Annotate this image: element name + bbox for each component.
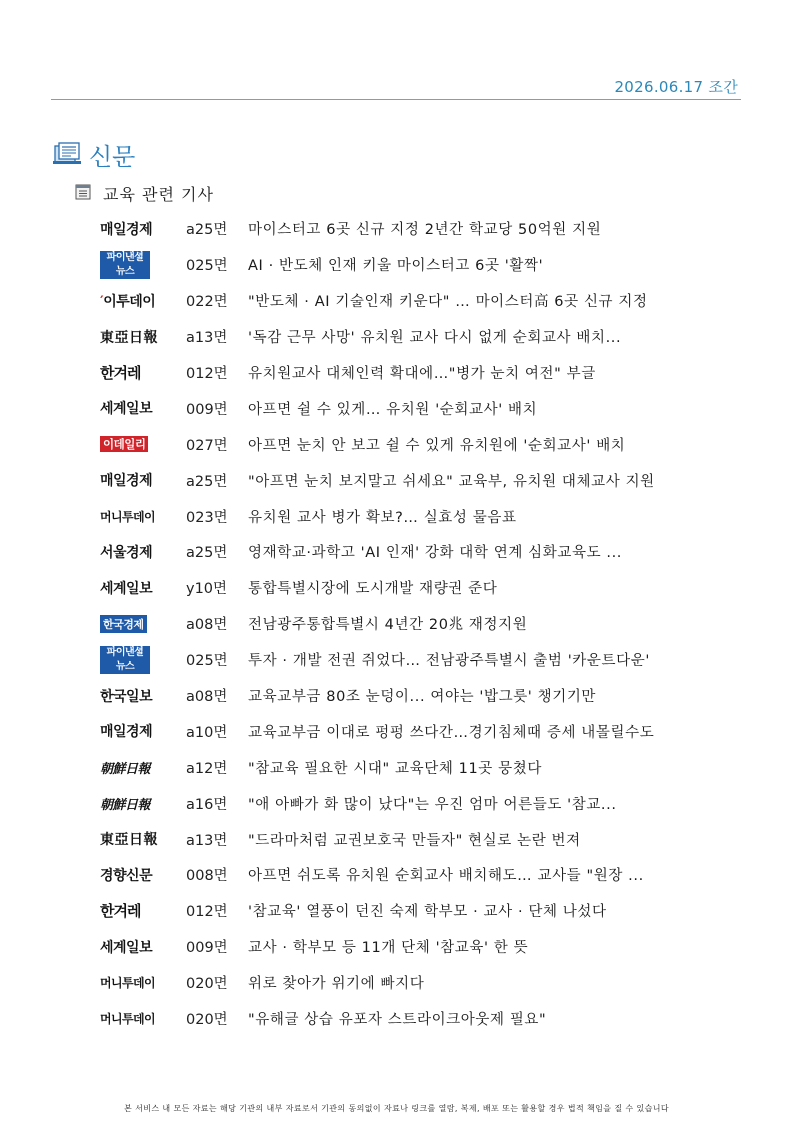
newspaper-logo: 한겨레 (100, 902, 141, 921)
page-number: a08면 (186, 689, 228, 706)
newspaper-logo: 朝鮮日報 (100, 761, 151, 777)
newspaper-logo: 매일경제 (100, 221, 153, 238)
article-row[interactable] (100, 749, 780, 785)
article-headline[interactable]: 교사 · 학부모 등 11개 단체 '참교육' 한 뜻 (248, 940, 529, 957)
page-number: 025면 (186, 258, 228, 275)
newspaper-logo: 이데일리 (100, 436, 186, 452)
article-headline[interactable]: "애 아빠가 화 많이 났다"는 우진 엄마 어른들도 '참교... (248, 796, 617, 813)
article-row[interactable] (100, 247, 780, 283)
subsection-title: 교육 관련 기사 (103, 185, 214, 204)
article-headline[interactable]: '참교육' 열풍이 던진 숙제 학부모 · 교사 · 단체 나섰다 (248, 904, 607, 921)
article-row[interactable] (100, 785, 780, 821)
page-number: 023면 (186, 509, 228, 526)
article-row[interactable] (100, 713, 780, 749)
newspaper-logo: 머니투데이 (100, 1012, 155, 1027)
article-row[interactable] (100, 642, 780, 678)
newspaper-logo: 朝鮮日報 (100, 797, 151, 813)
page-number: a08면 (186, 617, 228, 634)
article-row[interactable] (100, 606, 780, 642)
newspaper-logo: 한국일보 (100, 688, 153, 705)
article-row[interactable] (100, 355, 780, 391)
page-number: 012면 (186, 904, 228, 921)
page-number: a25면 (186, 222, 228, 239)
newspaper-logo: 매일경제 (100, 473, 153, 490)
newspaper-logo: 파이낸셜뉴스 (100, 251, 186, 279)
page-number: a16면 (186, 796, 228, 813)
article-headline[interactable]: AI · 반도체 인재 키울 마이스터고 6곳 '활짝' (248, 258, 544, 275)
document-list-icon (75, 184, 91, 204)
copyright-notice: 본 서비스 내 모든 자료는 해당 기관의 내부 자료로서 기관의 동의없이 자료나 링크를 열람, 복제, 배포 또는 활용할 경우 법적 책임을 질 수 있습니다 (124, 1104, 669, 1113)
article-row[interactable] (100, 678, 780, 714)
article-row[interactable] (100, 426, 780, 462)
article-headline[interactable]: 교육교부금 이대로 펑펑 쓰다간…경기침체때 증세 내몰릴수도 (248, 724, 655, 741)
page-number: a10면 (186, 724, 228, 741)
article-headline[interactable]: 유치원교사 대체인력 확대에…"병가 눈치 여전" 부글 (248, 366, 596, 382)
article-headline[interactable]: "유해글 상습 유포자 스트라이크아웃제 필요" (248, 1012, 547, 1029)
page-number: 020면 (186, 976, 228, 993)
article-headline[interactable]: "아프면 눈치 보지말고 쉬세요" 교육부, 유치원 대체교사 지원 (248, 473, 655, 490)
article-headline[interactable]: 전남광주통합특별시 4년간 20兆 재정지원 (248, 617, 528, 634)
page-number: a13면 (186, 330, 228, 347)
article-headline[interactable]: '독감 근무 사망' 유치원 교사 다시 없게 순회교사 배치... (248, 330, 622, 347)
page-number: 020면 (186, 1012, 228, 1029)
subsection-heading (75, 182, 214, 205)
article-row[interactable] (100, 211, 780, 247)
article-row[interactable] (100, 929, 780, 965)
page-number: a25면 (186, 473, 228, 490)
page-number: 022면 (186, 294, 228, 311)
article-headline[interactable]: "드라마처럼 교권보호국 만들자" 현실로 논란 번져 (248, 832, 581, 849)
newspaper-logo: 서울경제 (100, 544, 153, 561)
article-headline[interactable]: "참교육 필요한 시대" 교육단체 11곳 뭉쳤다 (248, 760, 542, 777)
article-row[interactable] (100, 498, 780, 534)
article-row[interactable] (100, 965, 780, 1001)
newspaper-logo: 머니투데이 (100, 509, 155, 524)
article-headline[interactable]: 유치원 교사 병가 확보?… 실효성 물음표 (248, 509, 517, 526)
newspaper-icon (53, 141, 81, 169)
article-headline[interactable]: 투자 · 개발 전권 쥐었다… 전남광주특별시 출범 '카운트다운' (248, 653, 650, 670)
page-number: a25면 (186, 545, 228, 562)
newspaper-logo: 매일경제 (100, 724, 153, 741)
section-title: 신문 (89, 143, 136, 171)
article-row[interactable] (100, 319, 780, 355)
newspaper-logo: 한국경제 (100, 615, 186, 633)
article-row[interactable] (100, 534, 780, 570)
newspaper-logo: 머니투데이 (100, 976, 155, 991)
page-number: 009면 (186, 940, 228, 957)
article-headline[interactable]: 통합특별시장에 도시개발 재량권 준다 (248, 581, 498, 598)
header-divider (51, 99, 741, 100)
newspaper-logo: 파이낸셜뉴스 (100, 646, 186, 674)
article-row[interactable] (100, 857, 780, 893)
section-heading (53, 137, 135, 172)
article-headline[interactable]: 아프면 쉬도록 유치원 순회교사 배치해도… 교사들 "원장 ... (248, 868, 644, 885)
article-headline[interactable]: 위로 찾아가 위기에 빠지다 (248, 976, 425, 993)
article-headline[interactable]: "반도체 · AI 기술인재 키운다" … 마이스터高 6곳 신규 지정 (248, 294, 648, 311)
page-number: a13면 (186, 832, 228, 849)
newspaper-logo: 세계일보 (100, 939, 153, 956)
article-row[interactable] (100, 1001, 780, 1037)
newspaper-logo: 세계일보 (100, 580, 153, 597)
page-number: 009면 (186, 401, 228, 418)
etoday-mark-icon: ′ (100, 293, 104, 310)
article-row[interactable] (100, 283, 780, 319)
page-number: y10면 (186, 581, 228, 598)
article-list (100, 211, 780, 1036)
newspaper-logo: ′이투데이 (100, 293, 156, 310)
page-number: 025면 (186, 653, 228, 670)
article-headline[interactable]: 마이스터고 6곳 신규 지정 2년간 학교당 50억원 지원 (248, 222, 602, 239)
page-number: 012면 (186, 366, 228, 382)
article-headline[interactable]: 아프면 눈치 안 보고 쉴 수 있게 유치원에 '순회교사' 배치 (248, 437, 626, 454)
article-row[interactable] (100, 893, 780, 929)
article-row[interactable] (100, 462, 780, 498)
article-row[interactable] (100, 390, 780, 426)
newspaper-logo: 경향신문 (100, 867, 153, 884)
page-number: 008면 (186, 868, 228, 885)
issue-date: 2026.06.17 조간 (614, 78, 738, 96)
newspaper-logo: 한겨레 (100, 364, 141, 382)
article-row[interactable] (100, 821, 780, 857)
newspaper-logo: 東亞日報 (100, 832, 158, 849)
newspaper-logo: 세계일보 (100, 401, 153, 418)
page-number: a12면 (186, 760, 228, 777)
article-headline[interactable]: 교육교부금 80조 눈덩이... 여야는 '밥그릇' 챙기기만 (248, 689, 597, 706)
article-headline[interactable]: 영재학교·과학고 'AI 인재' 강화 대학 연계 심화교육도 ... (248, 545, 623, 562)
newspaper-logo: 東亞日報 (100, 329, 158, 346)
article-headline[interactable]: 아프면 쉴 수 있게… 유치원 '순회교사' 배치 (248, 401, 538, 418)
article-row[interactable] (100, 570, 780, 606)
page-number: 027면 (186, 437, 228, 454)
